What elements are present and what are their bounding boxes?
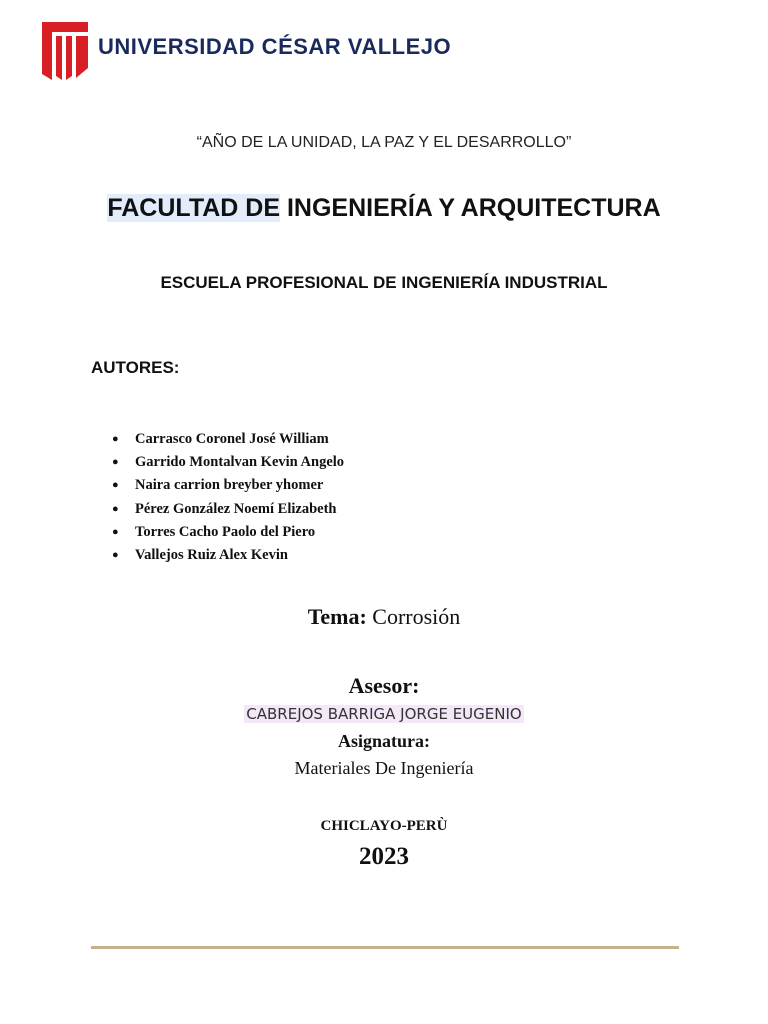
city-line: CHICLAYO-PERÙ bbox=[320, 818, 448, 834]
year-motto: “AÑO DE LA UNIDAD, LA PAZ Y EL DESARROLLO” bbox=[196, 134, 572, 151]
author-name: Naira carrion breyber yhomer bbox=[135, 477, 324, 494]
author-name: Vallejos Ruiz Alex Kevin bbox=[135, 546, 288, 563]
bullet-icon: ● bbox=[112, 479, 119, 492]
faculty-title-highlighted: FACULTAD DE bbox=[107, 194, 281, 222]
bullet-icon: ● bbox=[112, 502, 119, 515]
list-item bbox=[112, 544, 344, 567]
faculty-title-rest: INGENIERÍA Y ARQUITECTURA bbox=[280, 194, 661, 222]
faculty-title bbox=[0, 194, 768, 223]
footer-divider bbox=[91, 946, 679, 949]
year-line: 2023 bbox=[359, 843, 409, 870]
topic-line bbox=[0, 604, 768, 630]
school-title: ESCUELA PROFESIONAL DE INGENIERÍA INDUSTRIAL bbox=[160, 273, 608, 292]
authors-heading: AUTORES: bbox=[91, 358, 180, 377]
list-item bbox=[112, 474, 344, 497]
list-item bbox=[112, 451, 344, 474]
subject-label: Asignatura: bbox=[337, 731, 430, 751]
topic-label: Tema: bbox=[307, 604, 367, 629]
subject-value: Materiales De Ingeniería bbox=[294, 758, 474, 778]
topic-value: Corrosión bbox=[366, 604, 461, 629]
advisor-label: Asesor: bbox=[348, 673, 420, 698]
bullet-icon: ● bbox=[112, 456, 119, 469]
advisor-name-text: CABREJOS BARRIGA JORGE EUGENIO bbox=[246, 705, 522, 723]
logo-text: UNIVERSIDAD CÉSAR VALLEJO bbox=[98, 34, 452, 59]
author-name: Garrido Montalvan Kevin Angelo bbox=[135, 454, 345, 471]
list-item bbox=[112, 428, 344, 451]
author-name: Carrasco Coronel José William bbox=[135, 431, 329, 447]
list-item bbox=[112, 498, 344, 521]
authors-list bbox=[112, 428, 344, 567]
bullet-icon: ● bbox=[112, 548, 119, 561]
university-logo bbox=[40, 18, 451, 80]
list-item bbox=[112, 521, 344, 544]
advisor-name bbox=[0, 705, 768, 723]
author-name: Torres Cacho Paolo del Piero bbox=[135, 523, 316, 540]
ucv-logo-mark-icon bbox=[40, 18, 90, 80]
bullet-icon: ● bbox=[112, 525, 119, 538]
author-name: Pérez González Noemí Elizabeth bbox=[135, 500, 337, 517]
bullet-icon: ● bbox=[112, 433, 119, 445]
